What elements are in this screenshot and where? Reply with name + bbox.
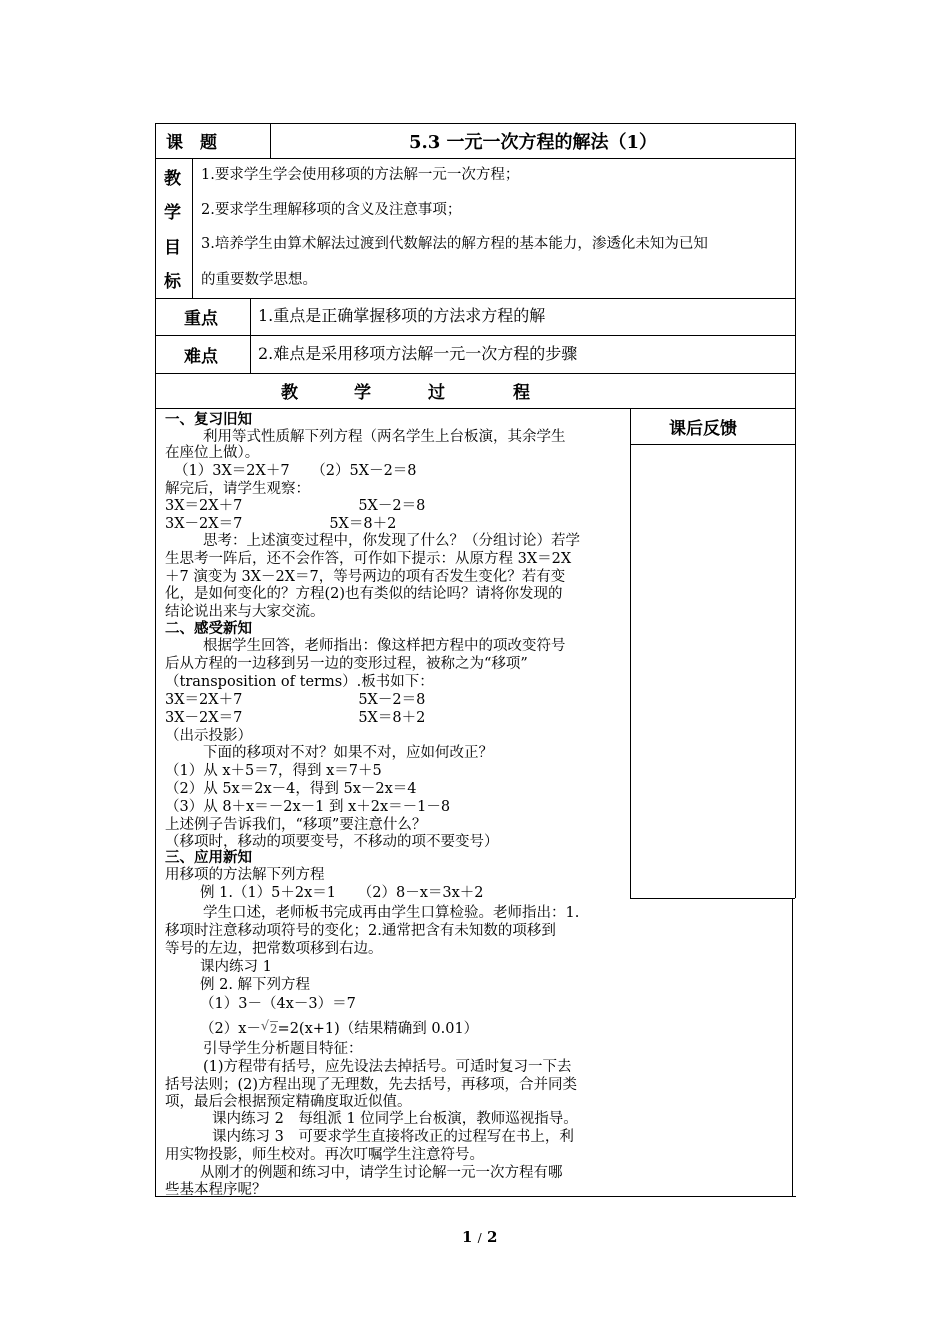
content-line: （1）3X＝2X＋7 （2）5X－2＝8 [174, 463, 417, 479]
content-line: 3X－2X＝7 5X＝8＋2 [165, 710, 426, 726]
sqrt-radicand: 2 [269, 1022, 278, 1036]
objective-line: 2.要求学生理解移项的含义及注意事项； [201, 202, 462, 218]
key-point-label: 重点 [184, 309, 218, 329]
content-line: 上述例子告诉我们，“移项”要注意什么？ [165, 817, 427, 833]
lesson-title: 5.3 一元一次方程的解法（1） [408, 132, 658, 153]
content-line: （1）3－（4x－3）＝7 [200, 996, 356, 1012]
process-header-char: 过 [428, 383, 445, 403]
content-line: （2）从 5x＝2x－4，得到 5x－2x＝4 [165, 781, 417, 797]
process-header-char: 学 [354, 383, 371, 403]
content-line: 课内练习 2 每组派 1 位同学上台板演，教师巡视指导。 [212, 1111, 578, 1127]
content-line: 解完后，请学生观察： [165, 481, 310, 497]
content-line: 些基本程序呢？ [165, 1182, 267, 1198]
difficulty-label: 难点 [184, 347, 218, 367]
content-line: 根据学生回答，老师指出：像这样把方程中的项改变符号 [203, 638, 566, 654]
content-line: 3X＝2X＋7 5X－2＝8 [165, 692, 426, 708]
process-header-char: 程 [513, 383, 530, 403]
content-line: (1)方程带有括号，应先设法去掉括号。可适时复习一下去 [203, 1059, 572, 1075]
equation-part: =2(x+1)（结果精确到 0.01） [277, 1021, 479, 1037]
content-line: 后从方程的一边移到另一边的变形过程，被称之为“移项” [165, 656, 528, 672]
equation-part: （2）x－ [200, 1021, 261, 1037]
content-line: 用移项的方法解下列方程 [165, 867, 325, 883]
objectives-label-char: 标 [164, 272, 181, 292]
content-line: （3）从 8＋x＝－2x－1 到 x＋2x＝－1－8 [165, 799, 451, 815]
section-heading: 二、感受新知 [165, 620, 252, 637]
content-line: 生思考一阵后，还不会作答，可作如下提示：从原方程 3X＝2X [165, 551, 572, 567]
key-point-text: 1.重点是正确掌握移项的方法求方程的解 [258, 306, 546, 325]
page-current: 1 [462, 1228, 473, 1246]
content-line: （transposition of terms）.板书如下： [165, 674, 434, 690]
objective-line: 3.培养学生由算术解法过渡到代数解法的解方程的基本能力，渗透化未知为已知 [201, 236, 708, 252]
page-number [462, 1228, 497, 1246]
page-separator: / [477, 1231, 482, 1245]
objectives-label-char: 教 [164, 169, 181, 189]
content-line: （移项时，移动的项要变号，不移动的项不要变号） [165, 834, 499, 850]
equation-line [200, 1020, 478, 1038]
title-label: 课 题 [166, 133, 217, 153]
content-line: 例 1.（1）5＋2x＝1 （2）8－x＝3x＋2 [200, 885, 484, 901]
content-line: 3X＝2X＋7 5X－2＝8 [165, 498, 426, 514]
content-line: 括号法则；(2)方程出现了无理数，先去括号，再移项，合并同类 [165, 1077, 578, 1093]
content-line: 项，最后会根据预定精确度取近似值。 [165, 1094, 412, 1110]
page-total: 2 [486, 1228, 498, 1246]
content-line: 用实物投影，师生校对。再次叮嘱学生注意符号。 [165, 1147, 484, 1163]
objective-line: 的重要数学思想。 [201, 272, 317, 288]
sqrt-symbol [261, 1020, 278, 1038]
section-heading: 一、复习旧知 [165, 411, 252, 428]
content-line: 例 2. 解下列方程 [200, 977, 311, 993]
content-line: （1）从 x＋5＝7，得到 x＝7＋5 [165, 763, 382, 779]
content-line: 课内练习 3 可要求学生直接将改正的过程写在书上，利 [212, 1129, 574, 1145]
objective-line: 1.要求学生学会使用移项的方法解一元一次方程； [201, 167, 520, 183]
content-line: 思考：上述演变过程中，你发现了什么？（分组讨论）若学 [203, 533, 580, 549]
content-line: 课内练习 1 [200, 959, 272, 975]
content-line: 3X－2X＝7 5X＝8＋2 [165, 516, 397, 532]
content-line: 等号的左边，把常数项移到右边。 [165, 941, 383, 957]
objectives-label-char: 学 [164, 203, 181, 223]
process-header-char: 教 [281, 383, 298, 403]
difficulty-text: 2.难点是采用移项方法解一元一次方程的步骤 [258, 344, 578, 363]
content-line: 移项时注意移动项符号的变化；2.通常把含有未知数的项移到 [165, 923, 556, 939]
content-line: 学生口述，老师板书完成再由学生口算检验。老师指出：1. [203, 905, 580, 921]
content-line: 化，是如何变化的？方程(2)也有类似的结论吗？请将你发现的 [165, 586, 563, 602]
feedback-label: 课后反馈 [669, 419, 737, 439]
content-line: 结论说出来与大家交流。 [165, 604, 325, 620]
section-heading: 三、应用新知 [165, 849, 252, 866]
content-line: 利用等式性质解下列方程（两名学生上台板演，其余学生 [203, 429, 566, 445]
content-line: 引导学生分析题目特征： [203, 1041, 363, 1057]
content-line: 从刚才的例题和练习中，请学生讨论解一元一次方程有哪 [200, 1165, 563, 1181]
objectives-label-char: 目 [164, 238, 181, 258]
content-line: 下面的移项对不对？如果不对，应如何改正？ [203, 745, 493, 761]
process-header-row [155, 373, 796, 409]
content-line: 在座位上做）。 [165, 445, 260, 461]
content-line: （出示投影） [165, 728, 252, 744]
content-line: ＋7 演变为 3X－2X＝7，等号两边的项有否发生变化？若有变 [165, 569, 566, 585]
